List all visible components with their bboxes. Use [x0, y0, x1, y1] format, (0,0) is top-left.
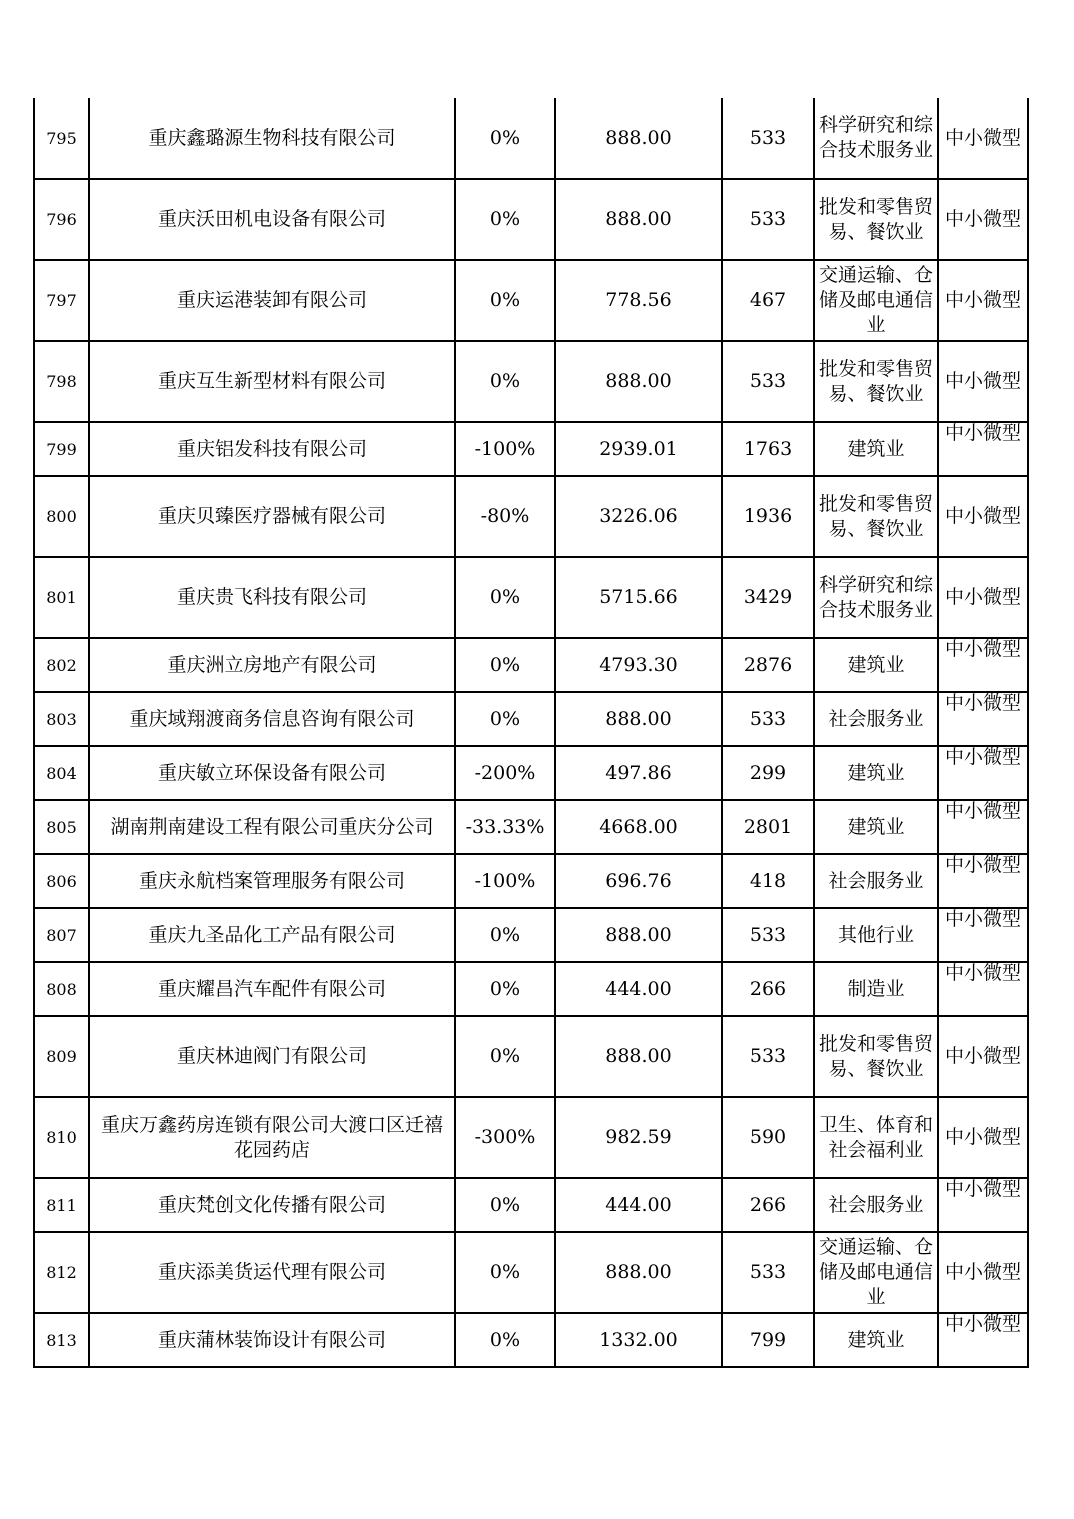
amount-value-cell [555, 746, 722, 800]
industry-value: 卫生、体育和社会福利业 [818, 1113, 933, 1161]
rate-value-cell [455, 692, 555, 746]
amount-value-cell [555, 557, 722, 638]
industry-value-cell [814, 1232, 938, 1313]
amount-value-cell [555, 179, 722, 260]
industry-value: 科学研究和综合技术服务业 [818, 573, 933, 621]
count-value-cell [722, 341, 814, 422]
count-value-cell [722, 179, 814, 260]
amount-value-cell [555, 260, 722, 341]
enterprise-size-cell [938, 1232, 1028, 1313]
rate-value-cell [455, 557, 555, 638]
count-value-cell [722, 692, 814, 746]
rate-value-cell [455, 800, 555, 854]
table-row [34, 908, 1028, 962]
amount-value: 3226.06 [599, 505, 678, 527]
industry-value-cell [814, 746, 938, 800]
row-number-cell [34, 962, 89, 1016]
industry-value-cell [814, 1313, 938, 1367]
amount-value-cell [555, 98, 722, 179]
table-row [34, 638, 1028, 692]
table-row [34, 422, 1028, 476]
table-row [34, 1097, 1028, 1178]
industry-value: 建筑业 [847, 653, 905, 676]
amount-value-cell [555, 692, 722, 746]
amount-value-cell [555, 1097, 722, 1178]
row-number-cell [34, 1097, 89, 1178]
enterprise-size: 中小微型 [944, 638, 1021, 660]
company-name: 湖南荆南建设工程有限公司重庆分公司 [110, 815, 434, 838]
row-number: 809 [46, 1047, 77, 1066]
count-value-cell [722, 1178, 814, 1232]
count-value: 799 [749, 1328, 787, 1351]
amount-value-cell [555, 476, 722, 557]
enterprise-size-cell [938, 179, 1028, 260]
rate-value: 0% [489, 653, 521, 676]
enterprise-size: 中小微型 [944, 692, 1021, 714]
count-value: 1936 [743, 505, 793, 527]
count-value: 533 [749, 923, 787, 946]
row-number: 802 [46, 655, 77, 675]
row-number-cell [34, 422, 89, 476]
count-value-cell [722, 908, 814, 962]
count-value: 1763 [743, 437, 793, 460]
industry-value: 社会服务业 [828, 707, 924, 730]
row-number-cell [34, 638, 89, 692]
rate-value-cell [455, 1016, 555, 1097]
enterprise-size-cell [938, 962, 1028, 1016]
row-number: 801 [46, 588, 77, 607]
table-row [34, 746, 1028, 800]
company-name-cell [89, 800, 455, 854]
rate-value-cell [455, 1313, 555, 1367]
rate-value: -100% [474, 869, 536, 892]
count-value: 590 [749, 1126, 787, 1148]
amount-value: 888.00 [605, 1261, 672, 1283]
amount-value-cell [555, 1178, 722, 1232]
amount-value-cell [555, 854, 722, 908]
table-row [34, 1178, 1028, 1232]
row-number: 807 [46, 925, 77, 945]
amount-value: 4668.00 [599, 815, 678, 838]
count-value-cell [722, 800, 814, 854]
row-number: 811 [46, 1195, 77, 1215]
enterprise-size: 中小微型 [944, 1313, 1021, 1335]
count-value-cell [722, 1313, 814, 1367]
industry-value: 社会服务业 [828, 1193, 924, 1216]
rate-value-cell [455, 746, 555, 800]
amount-value-cell [555, 800, 722, 854]
amount-value-cell [555, 638, 722, 692]
count-value-cell [722, 746, 814, 800]
amount-value: 888.00 [605, 208, 672, 230]
row-number-cell [34, 341, 89, 422]
industry-value: 建筑业 [847, 437, 905, 460]
industry-value-cell [814, 692, 938, 746]
industry-value-cell [814, 638, 938, 692]
company-name: 重庆洲立房地产有限公司 [167, 653, 377, 676]
amount-value-cell [555, 1016, 722, 1097]
count-value: 533 [749, 370, 787, 392]
company-name: 重庆贵飞科技有限公司 [176, 586, 367, 608]
rate-value: 0% [489, 1261, 521, 1283]
industry-value: 建筑业 [847, 815, 905, 838]
enterprise-size: 中小微型 [944, 126, 1021, 149]
company-name-cell [89, 908, 455, 962]
rate-value-cell [455, 179, 555, 260]
count-value: 418 [749, 869, 787, 892]
row-number-cell [34, 854, 89, 908]
company-name-cell [89, 1097, 455, 1178]
count-value-cell [722, 557, 814, 638]
industry-value: 其他行业 [837, 923, 914, 946]
count-value-cell [722, 854, 814, 908]
industry-value-cell [814, 98, 938, 179]
industry-value-cell [814, 1178, 938, 1232]
amount-value-cell [555, 908, 722, 962]
rate-value: 0% [489, 1328, 521, 1351]
company-name: 重庆运港装卸有限公司 [176, 289, 367, 311]
table-row [34, 800, 1028, 854]
company-name-cell [89, 1313, 455, 1367]
table-row [34, 692, 1028, 746]
rate-value-cell [455, 98, 555, 179]
industry-value-cell [814, 422, 938, 476]
count-value: 2801 [743, 815, 793, 838]
enterprise-size-cell [938, 341, 1028, 422]
row-number-cell [34, 692, 89, 746]
row-number: 805 [46, 817, 77, 837]
amount-value-cell [555, 962, 722, 1016]
amount-value: 888.00 [605, 126, 672, 149]
amount-value: 888.00 [605, 707, 672, 730]
count-value: 533 [749, 208, 787, 230]
count-value: 533 [749, 1045, 787, 1067]
count-value-cell [722, 1097, 814, 1178]
company-name: 重庆林迪阀门有限公司 [176, 1045, 367, 1067]
company-name-cell [89, 179, 455, 260]
rate-value: -300% [474, 1126, 536, 1148]
rate-value-cell [455, 1178, 555, 1232]
row-number-cell [34, 557, 89, 638]
enterprise-size: 中小微型 [944, 1261, 1021, 1283]
count-value: 2876 [743, 653, 793, 676]
industry-value: 建筑业 [847, 1328, 905, 1351]
enterprise-size: 中小微型 [944, 1178, 1021, 1200]
enterprise-size: 中小微型 [944, 1126, 1021, 1148]
row-number: 796 [46, 210, 77, 229]
industry-value: 制造业 [847, 977, 905, 1000]
table-row [34, 962, 1028, 1016]
row-number: 799 [46, 439, 77, 459]
enterprise-size-cell [938, 908, 1028, 962]
amount-value: 4793.30 [599, 653, 678, 676]
row-number-cell [34, 1016, 89, 1097]
company-name-cell [89, 746, 455, 800]
enterprise-size-cell [938, 1313, 1028, 1367]
count-value: 266 [749, 1193, 787, 1216]
row-number-cell [34, 98, 89, 179]
company-name: 重庆添美货运代理有限公司 [157, 1261, 386, 1283]
row-number: 798 [46, 372, 77, 391]
row-number-cell [34, 1313, 89, 1367]
rate-value-cell [455, 476, 555, 557]
amount-value: 5715.66 [599, 586, 678, 608]
amount-value: 888.00 [605, 370, 672, 392]
company-name: 重庆域翔渡商务信息咨询有限公司 [129, 707, 415, 730]
company-name: 重庆贝臻医疗器械有限公司 [157, 505, 386, 527]
table-row [34, 179, 1028, 260]
company-name-cell [89, 854, 455, 908]
table-row [34, 476, 1028, 557]
count-value: 299 [749, 761, 787, 784]
enterprise-size: 中小微型 [944, 289, 1021, 311]
company-name: 重庆沃田机电设备有限公司 [157, 208, 386, 230]
rate-value: 0% [489, 289, 521, 311]
industry-value-cell [814, 1016, 938, 1097]
amount-value: 1332.00 [599, 1328, 678, 1351]
count-value: 266 [749, 977, 787, 1000]
industry-value-cell [814, 557, 938, 638]
company-name: 重庆敏立环保设备有限公司 [157, 761, 386, 784]
amount-value: 888.00 [605, 923, 672, 946]
row-number: 804 [46, 763, 77, 783]
row-number-cell [34, 746, 89, 800]
company-name-cell [89, 1232, 455, 1313]
company-name-cell [89, 638, 455, 692]
enterprise-size: 中小微型 [944, 1045, 1021, 1067]
rate-value-cell [455, 638, 555, 692]
rate-value-cell [455, 908, 555, 962]
row-number-cell [34, 800, 89, 854]
enterprise-size-cell [938, 98, 1028, 179]
company-name-cell [89, 557, 455, 638]
industry-value-cell [814, 1097, 938, 1178]
enterprise-size: 中小微型 [944, 962, 1021, 984]
table-row [34, 557, 1028, 638]
table-body [34, 98, 1028, 1367]
table-row [34, 260, 1028, 341]
company-name: 重庆永航档案管理服务有限公司 [138, 869, 405, 892]
count-value: 467 [749, 289, 787, 311]
rate-value: 0% [489, 1193, 521, 1216]
amount-value: 444.00 [605, 1193, 672, 1216]
count-value-cell [722, 1016, 814, 1097]
enterprise-size: 中小微型 [944, 208, 1021, 230]
enterprise-size: 中小微型 [944, 800, 1021, 822]
industry-value: 批发和零售贸易、餐饮业 [818, 357, 933, 405]
amount-value: 778.56 [605, 289, 672, 311]
company-name-cell [89, 476, 455, 557]
rate-value: 0% [489, 1045, 521, 1067]
count-value-cell [722, 1232, 814, 1313]
company-name-cell [89, 260, 455, 341]
company-name-cell [89, 341, 455, 422]
count-value-cell [722, 476, 814, 557]
amount-value: 888.00 [605, 1045, 672, 1067]
table-row [34, 341, 1028, 422]
row-number: 812 [46, 1263, 77, 1282]
count-value-cell [722, 422, 814, 476]
amount-value: 2939.01 [599, 437, 678, 460]
row-number-cell [34, 1178, 89, 1232]
row-number-cell [34, 1232, 89, 1313]
enterprise-size-cell [938, 557, 1028, 638]
amount-value: 497.86 [605, 761, 672, 784]
enterprise-size-cell [938, 422, 1028, 476]
rate-value: 0% [489, 923, 521, 946]
company-name-cell [89, 98, 455, 179]
industry-value: 建筑业 [847, 761, 905, 784]
enterprise-size: 中小微型 [944, 370, 1021, 392]
industry-value-cell [814, 908, 938, 962]
company-name-cell [89, 1016, 455, 1097]
amount-value-cell [555, 1313, 722, 1367]
industry-value: 批发和零售贸易、餐饮业 [818, 492, 933, 540]
count-value-cell [722, 260, 814, 341]
amount-value: 982.59 [605, 1126, 672, 1148]
rate-value-cell [455, 854, 555, 908]
amount-value-cell [555, 422, 722, 476]
company-name: 重庆蒲林装饰设计有限公司 [157, 1328, 386, 1351]
rate-value: 0% [489, 126, 521, 149]
rate-value-cell [455, 1097, 555, 1178]
industry-value: 社会服务业 [828, 869, 924, 892]
rate-value-cell [455, 422, 555, 476]
enterprise-size: 中小微型 [944, 586, 1021, 608]
rate-value: -200% [474, 761, 536, 784]
amount-value-cell [555, 341, 722, 422]
row-number-cell [34, 908, 89, 962]
company-name: 重庆梵创文化传播有限公司 [157, 1193, 386, 1216]
industry-value-cell [814, 260, 938, 341]
industry-value-cell [814, 800, 938, 854]
company-name-cell [89, 692, 455, 746]
count-value: 3429 [743, 586, 793, 608]
company-name: 重庆鑫璐源生物科技有限公司 [148, 126, 396, 149]
amount-value-cell [555, 1232, 722, 1313]
company-name: 重庆九圣品化工产品有限公司 [148, 923, 396, 946]
industry-value-cell [814, 854, 938, 908]
row-number: 797 [46, 291, 77, 310]
table-row [34, 98, 1028, 179]
industry-value-cell [814, 341, 938, 422]
row-number: 806 [46, 871, 77, 891]
company-name: 重庆互生新型材料有限公司 [157, 370, 386, 392]
industry-value-cell [814, 179, 938, 260]
row-number: 803 [46, 709, 77, 729]
table-row [34, 1232, 1028, 1313]
table-row [34, 1016, 1028, 1097]
industry-value-cell [814, 962, 938, 1016]
row-number-cell [34, 260, 89, 341]
enterprise-size-cell [938, 476, 1028, 557]
amount-value: 444.00 [605, 977, 672, 1000]
rate-value-cell [455, 1232, 555, 1313]
rate-value-cell [455, 962, 555, 1016]
enterprise-size-cell [938, 1178, 1028, 1232]
enterprise-size-cell [938, 1016, 1028, 1097]
enterprise-size: 中小微型 [944, 908, 1021, 930]
enterprise-size-cell [938, 1097, 1028, 1178]
amount-value: 696.76 [605, 869, 672, 892]
enterprise-table [33, 98, 1027, 1368]
rate-value: -100% [474, 437, 536, 460]
row-number: 795 [46, 128, 77, 148]
company-name-cell [89, 962, 455, 1016]
rate-value-cell [455, 260, 555, 341]
row-number: 808 [46, 979, 77, 999]
industry-value: 交通运输、仓储及邮电通信业 [818, 264, 933, 336]
enterprise-size-cell [938, 692, 1028, 746]
row-number: 813 [46, 1330, 77, 1350]
row-number: 810 [46, 1128, 77, 1147]
rate-value: 0% [489, 977, 521, 1000]
company-name-cell [89, 422, 455, 476]
rate-value: -33.33% [465, 815, 545, 838]
enterprise-size-cell [938, 746, 1028, 800]
rate-value: -80% [480, 505, 530, 527]
count-value-cell [722, 962, 814, 1016]
company-name: 重庆铝发科技有限公司 [176, 437, 367, 460]
enterprise-size: 中小微型 [944, 854, 1021, 876]
enterprise-size: 中小微型 [944, 505, 1021, 527]
industry-value: 科学研究和综合技术服务业 [818, 114, 933, 161]
count-value-cell [722, 98, 814, 179]
industry-value: 批发和零售贸易、餐饮业 [818, 195, 933, 243]
enterprise-size: 中小微型 [944, 746, 1021, 768]
industry-value: 交通运输、仓储及邮电通信业 [818, 1236, 933, 1308]
count-value: 533 [749, 707, 787, 730]
enterprise-size-cell [938, 638, 1028, 692]
rate-value: 0% [489, 586, 521, 608]
count-value-cell [722, 638, 814, 692]
enterprise-size-cell [938, 854, 1028, 908]
row-number-cell [34, 179, 89, 260]
row-number: 800 [46, 507, 77, 526]
company-name-cell [89, 1178, 455, 1232]
rate-value: 0% [489, 370, 521, 392]
table-row [34, 854, 1028, 908]
data-table [33, 98, 1029, 1368]
row-number-cell [34, 476, 89, 557]
industry-value: 批发和零售贸易、餐饮业 [818, 1032, 933, 1080]
rate-value: 0% [489, 707, 521, 730]
enterprise-size-cell [938, 800, 1028, 854]
industry-value-cell [814, 476, 938, 557]
count-value: 533 [749, 126, 787, 149]
company-name: 重庆耀昌汽车配件有限公司 [157, 977, 386, 1000]
enterprise-size: 中小微型 [944, 422, 1021, 444]
rate-value-cell [455, 341, 555, 422]
enterprise-size-cell [938, 260, 1028, 341]
company-name: 重庆万鑫药房连锁有限公司大渡口区迁禧花园药店 [100, 1113, 443, 1161]
table-row [34, 1313, 1028, 1367]
rate-value: 0% [489, 208, 521, 230]
count-value: 533 [749, 1261, 787, 1283]
